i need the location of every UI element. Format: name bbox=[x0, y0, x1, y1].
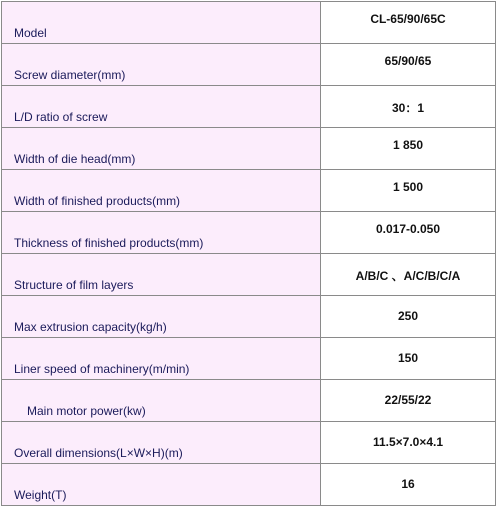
row-value: A/B/C 、A/C/B/C/A bbox=[321, 254, 496, 296]
row-value: 0.017-0.050 bbox=[321, 212, 496, 254]
table-row bbox=[2, 44, 496, 86]
row-label: Structure of film layers bbox=[2, 254, 321, 296]
row-value: 250 bbox=[321, 296, 496, 338]
table-row bbox=[2, 212, 496, 254]
row-label: Width of die head(mm) bbox=[2, 128, 321, 170]
row-label: Main motor power(kw) bbox=[2, 380, 321, 422]
row-value: 150 bbox=[321, 338, 496, 380]
row-value: CL-65/90/65C bbox=[321, 2, 496, 44]
table-row bbox=[2, 2, 496, 44]
table-row bbox=[2, 170, 496, 212]
row-value: 22/55/22 bbox=[321, 380, 496, 422]
row-label: Max extrusion capacity(kg/h) bbox=[2, 296, 321, 338]
row-value: 65/90/65 bbox=[321, 44, 496, 86]
row-label: Thickness of finished products(mm) bbox=[2, 212, 321, 254]
row-label: L/D ratio of screw bbox=[2, 86, 321, 128]
row-value: 16 bbox=[321, 464, 496, 506]
row-value: 1 850 bbox=[321, 128, 496, 170]
table-row bbox=[2, 86, 496, 128]
row-label: Liner speed of machinery(m/min) bbox=[2, 338, 321, 380]
table-row bbox=[2, 422, 496, 464]
table-row bbox=[2, 464, 496, 506]
row-value: 11.5×7.0×4.1 bbox=[321, 422, 496, 464]
row-label: Weight(T) bbox=[2, 464, 321, 506]
table-row bbox=[2, 254, 496, 296]
spec-table bbox=[1, 1, 496, 506]
table-row bbox=[2, 128, 496, 170]
table-row bbox=[2, 380, 496, 422]
row-value: 30：1 bbox=[321, 86, 496, 128]
row-value: 1 500 bbox=[321, 170, 496, 212]
row-label: Width of finished products(mm) bbox=[2, 170, 321, 212]
table-row bbox=[2, 296, 496, 338]
row-label: Model bbox=[2, 2, 321, 44]
row-label: Screw diameter(mm) bbox=[2, 44, 321, 86]
row-label: Overall dimensions(L×W×H)(m) bbox=[2, 422, 321, 464]
table-row bbox=[2, 338, 496, 380]
